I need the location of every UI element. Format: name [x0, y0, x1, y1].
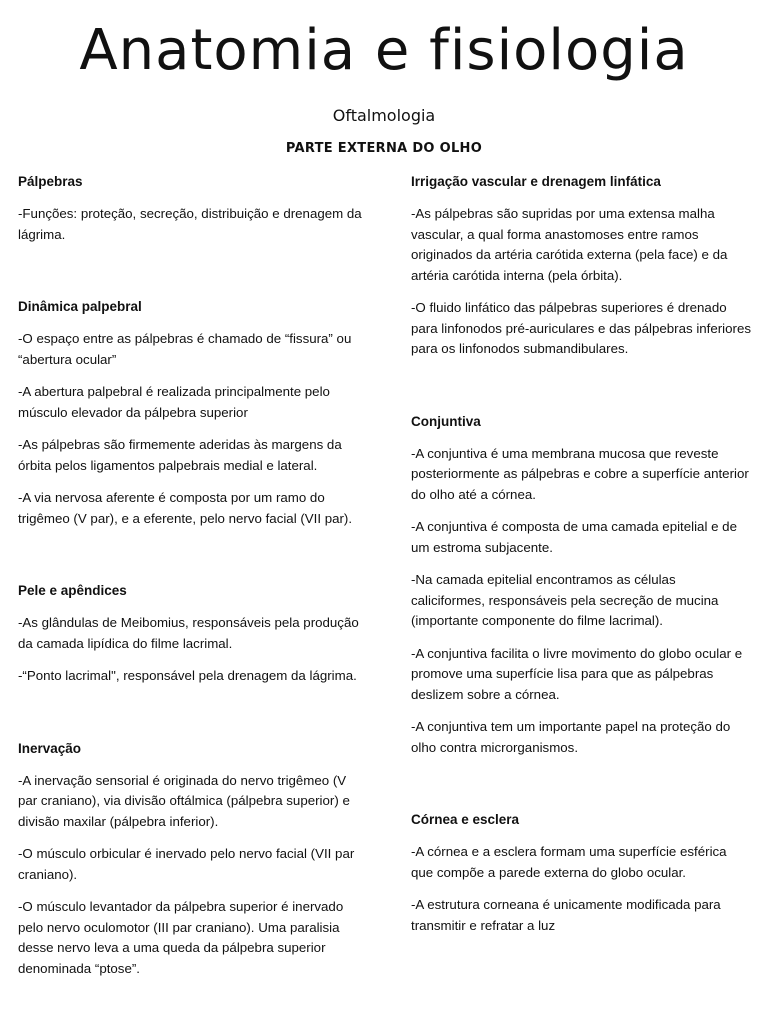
section-cornea-esclera — [411, 810, 751, 936]
section-pele-apendices — [18, 581, 368, 687]
left-column — [18, 172, 368, 991]
paragraph: -A via nervosa aferente é composta por um ramo do trigêmeo (V par), e a eferente, pelo nervo facial (VII par). — [18, 490, 353, 526]
paragraph: -Funções: proteção, secreção, distribuição e drenagem da lágrima. — [18, 206, 362, 242]
paragraph: -As glândulas de Meibomius, responsáveis pela produção da camada lipídica do filme lacrimal. — [18, 615, 359, 651]
paragraph: -A conjuntiva é uma membrana mucosa que reveste posteriormente as pálpebras e cobre a superfície anterior do olho até a córnea. — [411, 445, 749, 502]
paragraph: -A conjuntiva é composta de uma camada epitelial e de um estroma subjacente. — [411, 519, 737, 555]
paragraph: -“Ponto lacrimal", responsável pela drenagem da lágrima. — [18, 668, 357, 683]
section-heading: Pálpebras — [18, 174, 83, 189]
paragraph: -A inervação sensorial é originada do nervo trigêmeo (V par craniano), via divisão oftálmica (pálpebra superior) e divisão maxilar (pálpebra inferior). — [18, 772, 350, 829]
section-dinamica-palpebral — [18, 297, 368, 529]
page-subtitle: Oftalmologia — [332, 106, 436, 125]
paragraph: -As pálpebras são firmemente aderidas às margens da órbita pelos ligamentos palpebrais medial e lateral. — [18, 437, 342, 473]
paragraph: -O músculo orbicular é inervado pelo nervo facial (VII par craniano). — [18, 846, 355, 882]
section-inervacao — [18, 739, 368, 980]
section-irrigacao — [411, 172, 751, 360]
section-conjuntiva — [411, 412, 751, 759]
section-heading: Pele e apêndices — [18, 583, 127, 598]
section-heading: Dinâmica palpebral — [18, 299, 142, 314]
section-palpebras — [18, 172, 368, 245]
paragraph: -A abertura palpebral é realizada principalmente pelo músculo elevador da pálpebra superior — [18, 384, 330, 420]
paragraph: -A córnea e a esclera formam uma superfície esférica que compõe a parede externa do globo ocular. — [411, 844, 727, 880]
section-heading: Irrigação vascular e drenagem linfática — [411, 174, 661, 189]
section-heading: Inervação — [18, 740, 82, 756]
paragraph: -As pálpebras são supridas por uma extensa malha vascular, a qual forma anastomoses entre ramos originados da artéria carótida externa (pela face) e da artéria carótida interna (pela órbita). — [411, 206, 728, 283]
paragraph: -O espaço entre as pálpebras é chamado de “fissura” ou “abertura ocular” — [18, 331, 352, 367]
paragraph: -O fluido linfático das pálpebras superiores é drenado para linfonodos pré-auriculares e das pálpebras inferiores para os linfonodos submandibulares. — [411, 300, 752, 356]
paragraph: -A estrutura corneana é unicamente modificada para transmitir e refratar a luz — [411, 897, 721, 933]
paragraph: -Na camada epitelial encontramos as células caliciformes, responsáveis pela secreção de mucina (importante componente do filme lacrimal). — [411, 572, 719, 628]
paragraph: -A conjuntiva tem um importante papel na proteção do olho contra microrganismos. — [411, 719, 731, 755]
paragraph: -O músculo levantador da pálpebra superior é inervado pelo nervo oculomotor (III par craniano). Uma paralisia desse nervo leva a uma queda da pálpebra superior denominada “ptose”. — [18, 899, 344, 976]
section-heading: Córnea e esclera — [411, 812, 520, 827]
right-column — [411, 172, 751, 948]
paragraph: -A conjuntiva facilita o livre movimento do globo ocular e promove uma superfície lisa para que as pálpebras deslizem sobre a córnea. — [411, 645, 743, 702]
page-title: Anatomia e fisiologia — [79, 18, 689, 83]
section-title: PARTE EXTERNA DO OLHO — [285, 141, 483, 156]
section-heading: Conjuntiva — [411, 413, 481, 429]
